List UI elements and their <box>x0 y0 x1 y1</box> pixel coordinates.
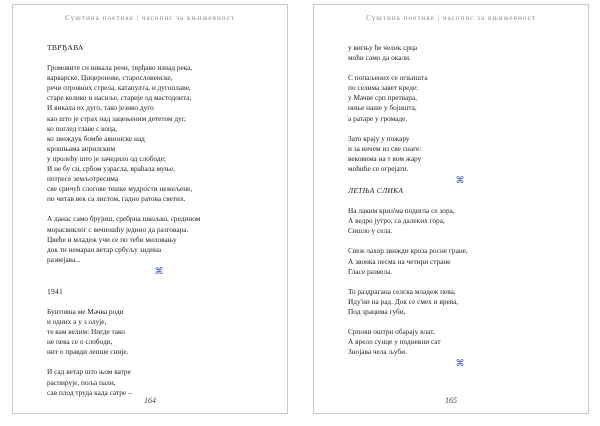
stanza <box>348 134 572 174</box>
stanza <box>348 73 572 123</box>
poem-line: Сишло у села. <box>348 226 393 236</box>
poem-line: Знојава чела љуби. <box>348 347 407 357</box>
poem-line: На лаким крил'ма подигла се зора, <box>348 206 455 216</box>
poem-line: ко поглед главе с коца, <box>47 123 117 133</box>
page-number: 165 <box>445 396 457 405</box>
poem-line: као што је страх над зацењеним дететом дуг, <box>47 113 186 123</box>
poem-line: док ти немаран ветар србуљу зидина <box>47 244 162 254</box>
left-page-content <box>47 43 271 398</box>
poem-line: нит о правди лепше сније. <box>47 347 129 357</box>
poem-line: а ратаре у громаде. <box>348 113 408 123</box>
poem-line: потресе земљотресима <box>47 174 119 184</box>
stanza <box>47 307 271 357</box>
page-number: 164 <box>144 396 156 405</box>
running-head: Суштина поетике | часопис за књижевност <box>366 14 536 22</box>
ornament-icon: ⌘ <box>455 358 465 369</box>
stanza <box>348 206 572 236</box>
poem-line: Гласе развела. <box>348 266 393 276</box>
poem-line: Бунтовна ме Мачва роди <box>47 306 124 316</box>
poem-title: ТВРЂАВА <box>47 43 84 52</box>
poem-line: вековима на т вом жару <box>348 153 422 163</box>
poem-line: То раздрагана селска младеж пева, <box>348 286 456 296</box>
poem-line: и за вичем из све снаге: <box>348 143 422 153</box>
poem-line: А данас само брујиш, сребрна шкољко, средином <box>47 214 201 224</box>
stanza <box>348 43 572 63</box>
poem-line: и одних а у з олује, <box>47 317 107 327</box>
poem-line: моћиће се огрејати. <box>348 163 409 173</box>
poem-line: развејава... <box>47 254 81 264</box>
poem-line: не пева се о слободи, <box>47 337 113 347</box>
poem-line: варварске, Цицеронове, старословенске, <box>47 73 173 83</box>
poem-line: Цвеће и младеж учи се по теби миловању <box>47 234 177 244</box>
poem-line: у Мачве срп претвара, <box>348 93 417 103</box>
poem-line: И викала их дуго, тако језиво дуго <box>47 103 154 113</box>
poem-line: морасвиклог с вечношћу једино да разговара. <box>47 224 189 234</box>
poem-line: А врело сунце у подневни сат <box>348 337 441 347</box>
poem-line: Громовите си викала речи, тврђаво изнад река, <box>47 63 193 73</box>
poem-line: А звонка песма на четири стране <box>348 256 451 266</box>
poem-title: ЛЕТЊА СЛИКА <box>348 186 404 196</box>
poem-line: распирује, поља пали, <box>47 377 116 387</box>
poem-line: моћи само да окали. <box>348 53 411 63</box>
poem-line: И сад ветар што њом ватре <box>47 367 131 377</box>
poem-line: старе колико и насиље, старије од мастодонта; <box>47 93 192 103</box>
poem-line: Свеж лахор звижди кроза росне гране, <box>348 246 468 256</box>
stanza <box>47 367 271 397</box>
poem-line: ко звиждук бомбе авионске над <box>47 133 145 143</box>
poem-title: 1941 <box>47 286 63 296</box>
poem-line: крошњама априлским <box>47 143 116 153</box>
poem-line: Зато крају у пожару <box>348 133 410 143</box>
stanza <box>47 63 271 204</box>
poem-line: по селима завет креде: <box>348 83 419 93</box>
poem-line: ниње наше у бојишта, <box>348 103 417 113</box>
poem-line: све сричућ слогове тешке мудрости нежељене, <box>47 184 193 194</box>
stanza <box>348 246 572 276</box>
poem-line: Под зрацима губи, <box>348 306 406 316</box>
left-page <box>12 4 288 414</box>
stanza <box>348 287 572 317</box>
poem-line: по читав век са листом, гадно ратова светих. <box>47 194 186 204</box>
poem-line: С попаљених се огњишта <box>348 73 428 83</box>
right-page <box>313 4 589 414</box>
poem-line: И не бу си, србом узрасла, враћала муње, <box>47 164 176 174</box>
ornament-icon: ⌘ <box>154 265 164 276</box>
poem-line: сав плод труда када сатре – <box>47 387 132 397</box>
ornament-icon: ⌘ <box>455 175 465 186</box>
right-page-content <box>348 43 572 369</box>
poem-line: у вигњу ће челик срца <box>348 43 418 52</box>
poem-line: те вам велим: Нигде тако <box>47 327 125 337</box>
poem-line: Иду'ни на рад. Док се смех и врева, <box>348 296 459 306</box>
stanza <box>47 214 271 264</box>
stanza <box>348 327 572 357</box>
poem-line: у пролећу што је зачедило од слободе; <box>47 153 166 163</box>
poem-line: А ведро јутро, са далеких гора, <box>348 216 445 226</box>
running-head: Суштина поетике | часопис за књижевност <box>65 14 235 22</box>
poem-line: речи отровних стрела, катапулта, и дугоплаве, <box>47 83 191 93</box>
poem-line: Српови оштри обарају влат, <box>348 326 435 336</box>
